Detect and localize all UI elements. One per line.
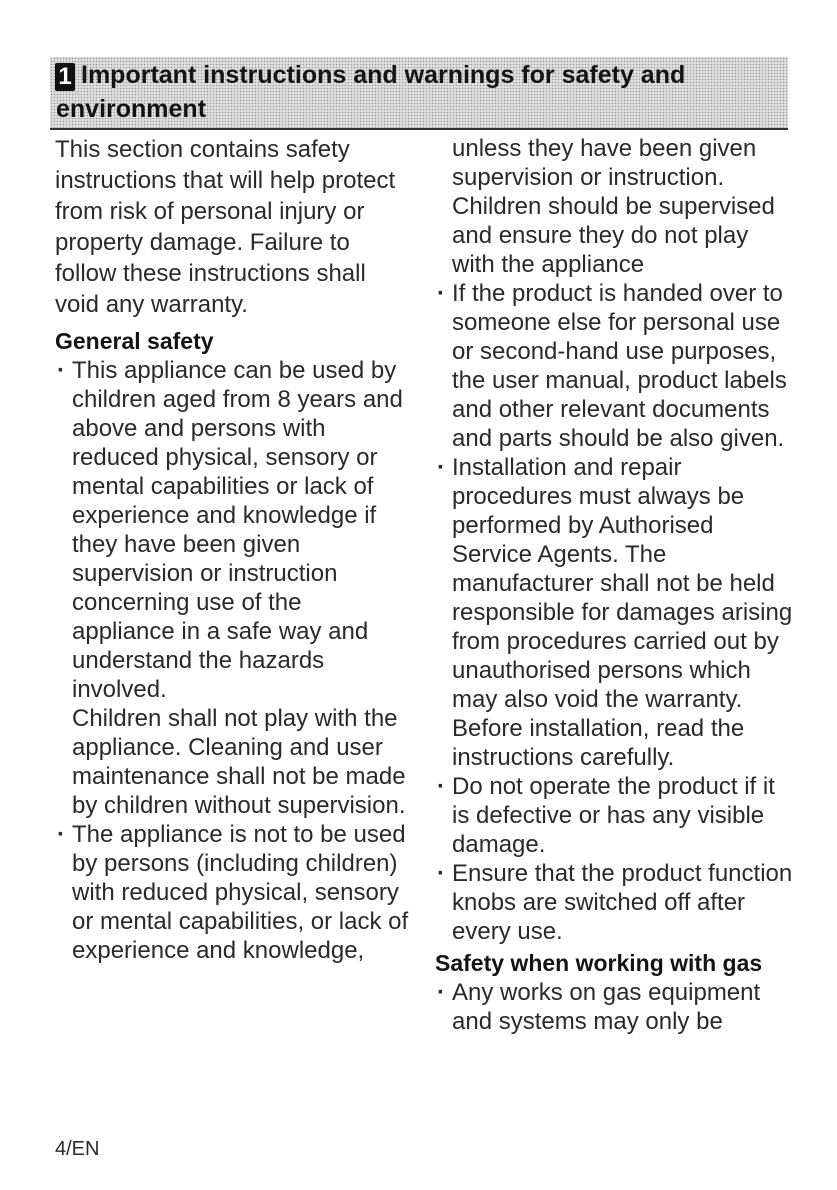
section-number-badge: 1 (55, 63, 75, 91)
intro-paragraph: This section contains safety instructions that will help protect from risk of personal injury or property damage. Failure to follow these instructions shall void any warranty. (55, 136, 396, 318)
bullet-item: · Ensure that the product function knobs are switched off after every use. (435, 859, 795, 946)
gas-safety-heading: Safety when working with gas (435, 950, 763, 976)
bullet-continuation: unless they have been given supervision or instruction. Children should be supervised and ensure they do not play with the appliance (452, 135, 775, 278)
bullet-text: This appliance can be used by children aged from 8 years and above and persons with reduced physical, sensory or mental capabilities or lack of experience and knowledge if they have been given supervision or instruction concerning use of the appliance in a safe way and understand the hazards involved. (72, 357, 403, 703)
bullet-item: · Any works on gas equipment and systems may only be (435, 978, 795, 1036)
section-title: Important instructions and warnings for safety and environment (56, 61, 686, 123)
general-safety-heading: General safety (55, 328, 214, 354)
bullet-item: · If the product is handed over to someone else for personal use or second-hand use purposes, the user manual, product labels and other relevant documents and parts should be also given. (435, 279, 795, 453)
bullet-item (55, 820, 410, 965)
general-safety-list (55, 820, 410, 965)
general-safety-list (55, 356, 410, 704)
bullet-item: · Installation and repair procedures must always be performed by Authorised Service Agents. The manufacturer shall not be held responsible for damages arising from procedures carried out by unauthorised persons which may also void the warranty. Before installation, read the instructions carefully. (435, 453, 795, 772)
right-column (435, 134, 795, 1036)
bullet-item: · Do not operate the product if it is defective or has any visible damage. (435, 772, 795, 859)
general-safety-list (435, 279, 795, 946)
bullet-continuation: Children shall not play with the appliance. Cleaning and user maintenance shall not be made by children without supervision. (72, 705, 406, 819)
left-column (55, 134, 410, 965)
page-number: 4/EN (55, 1138, 100, 1160)
bullet-text: The appliance is not to be used by persons (including children) with reduced physical, sensory or mental capabilities, or lack of experience and knowledge, (72, 821, 409, 964)
bullet-item (55, 356, 410, 704)
gas-safety-list (435, 978, 795, 1036)
